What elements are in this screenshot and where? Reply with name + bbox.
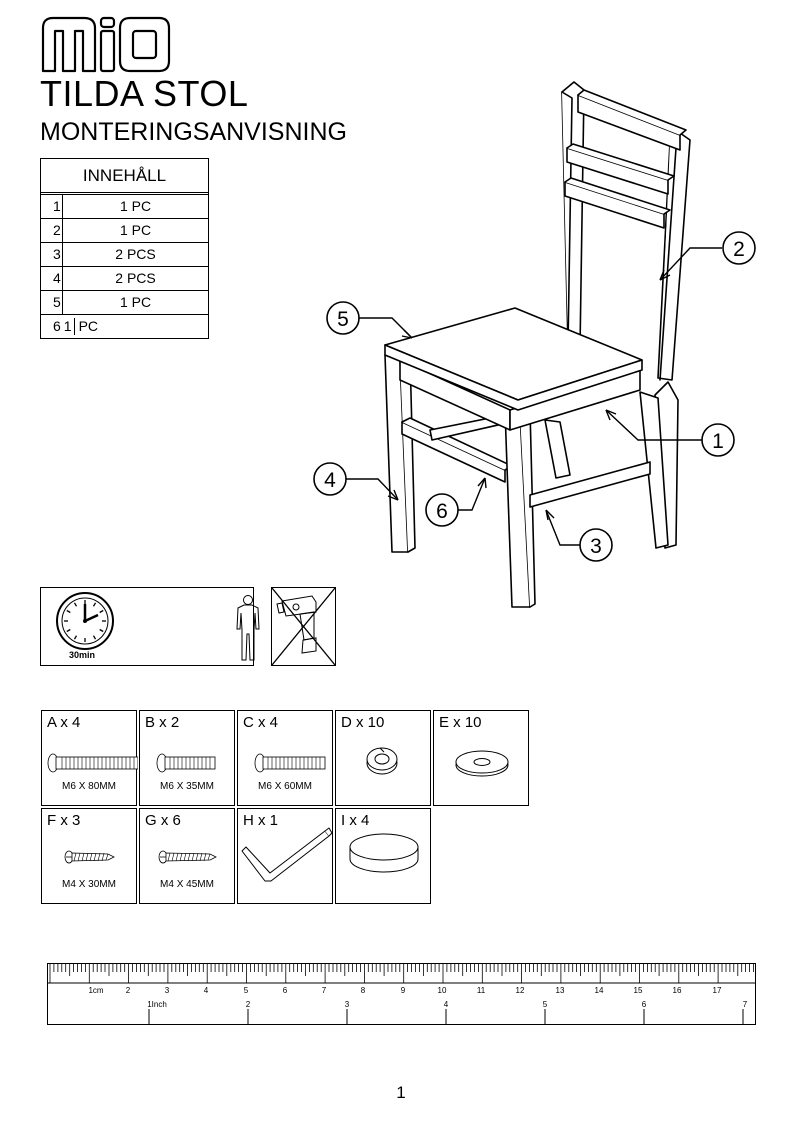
hardware-label: F x 3	[47, 812, 81, 829]
hardware-cell-c	[237, 710, 333, 806]
inch-label: 7	[742, 1000, 748, 1009]
bolt-icon	[238, 711, 334, 807]
callout-4: 4	[324, 469, 336, 492]
callout-5: 5	[337, 308, 349, 331]
hardware-cell-a	[41, 710, 137, 806]
hardware-cell-b	[139, 710, 235, 806]
cm-label: 4	[203, 986, 209, 995]
assembly-time-box	[40, 587, 254, 666]
part-quantity: 2 PCS	[115, 246, 156, 262]
part-number: 1	[41, 195, 63, 218]
callout-2: 2	[733, 238, 745, 261]
cm-label: 12	[515, 986, 525, 995]
cm-label: 8	[360, 986, 366, 995]
part-quantity-unit: PC	[78, 318, 99, 334]
inch-label: 4	[443, 1000, 449, 1009]
part-number: 4	[41, 267, 63, 290]
hardware-spec: M4 X 45MM	[160, 879, 214, 890]
hardware-spec: M6 X 60MM	[258, 781, 312, 792]
document-subtitle: MONTERINGSANVISNING	[40, 118, 347, 146]
inch-label: 3	[344, 1000, 350, 1009]
cm-label: 5	[243, 986, 249, 995]
spring-washer-icon	[336, 711, 432, 807]
product-title: TILDA STOL	[40, 73, 249, 114]
cm-label-1: 1cm	[88, 986, 104, 995]
cm-label: 9	[400, 986, 406, 995]
part-number: 6	[53, 318, 61, 334]
cm-label: 10	[437, 986, 447, 995]
cm-label: 11	[476, 986, 486, 995]
part-number: 5	[41, 291, 63, 314]
table-row	[41, 267, 208, 291]
table-row	[41, 195, 208, 219]
cm-label: 3	[164, 986, 170, 995]
part-quantity: 1 PC	[119, 222, 152, 238]
hardware-cell-i	[335, 808, 431, 904]
person-icon	[233, 594, 263, 662]
cm-label: 13	[555, 986, 565, 995]
assembly-time-label: 30min	[69, 650, 96, 660]
part-number: 3	[41, 243, 63, 266]
part-quantity-number: 1	[63, 318, 72, 334]
part-number: 2	[41, 219, 63, 242]
callout-3: 3	[590, 535, 602, 558]
bolt-icon	[42, 711, 138, 807]
inch-label: 5	[542, 1000, 548, 1009]
hardware-spec: M4 X 30MM	[62, 879, 116, 890]
measuring-ruler	[47, 963, 756, 1025]
chair-diagram	[300, 78, 770, 613]
table-row	[41, 291, 208, 315]
hardware-cell-g	[139, 808, 235, 904]
hardware-spec: M6 X 35MM	[160, 781, 214, 792]
cm-label: 15	[633, 986, 643, 995]
screw-icon	[140, 809, 236, 905]
hardware-label: E x 10	[439, 714, 482, 731]
felt-pad-icon	[336, 809, 432, 905]
table-row	[41, 315, 208, 338]
hardware-label: H x 1	[243, 812, 279, 829]
cm-label: 17	[712, 986, 722, 995]
hardware-label: I x 4	[341, 812, 370, 829]
hardware-label: B x 2	[145, 714, 180, 731]
table-row	[41, 243, 208, 267]
cm-label: 2	[125, 986, 131, 995]
hardware-label: G x 6	[145, 812, 181, 829]
page-number: 1	[396, 1083, 406, 1102]
screw-icon	[42, 809, 138, 905]
inch-label-1: 1Inch	[147, 1000, 167, 1009]
allen-key-icon	[238, 809, 334, 905]
hardware-cell-e	[433, 710, 529, 806]
hardware-label: A x 4	[47, 714, 81, 731]
washer-icon	[434, 711, 530, 807]
cm-label: 16	[672, 986, 682, 995]
hardware-spec: M6 X 80MM	[62, 781, 116, 792]
hardware-cell-d	[335, 710, 431, 806]
callout-1: 1	[712, 430, 724, 453]
table-row	[41, 219, 208, 243]
part-quantity: 1 PC	[119, 294, 152, 310]
cm-label: 14	[594, 986, 604, 995]
no-drill-icon	[272, 588, 335, 665]
part-quantity: 2 PCS	[115, 270, 156, 286]
mio-logo	[40, 14, 172, 74]
contents-table	[40, 158, 209, 339]
bolt-icon	[140, 711, 236, 807]
hardware-cell-h	[237, 808, 333, 904]
callout-6: 6	[436, 500, 448, 523]
inch-label: 6	[641, 1000, 647, 1009]
inch-label: 2	[245, 1000, 251, 1009]
ruler-scale	[48, 964, 755, 1024]
part-quantity: 1 PC	[119, 198, 152, 214]
no-power-drill-box	[271, 587, 336, 666]
contents-header: INNEHÅLL	[41, 159, 208, 195]
hardware-label: D x 10	[341, 714, 385, 731]
cm-label: 6	[282, 986, 288, 995]
cm-label: 7	[321, 986, 327, 995]
hardware-cell-f	[41, 808, 137, 904]
hardware-label: C x 4	[243, 714, 279, 731]
